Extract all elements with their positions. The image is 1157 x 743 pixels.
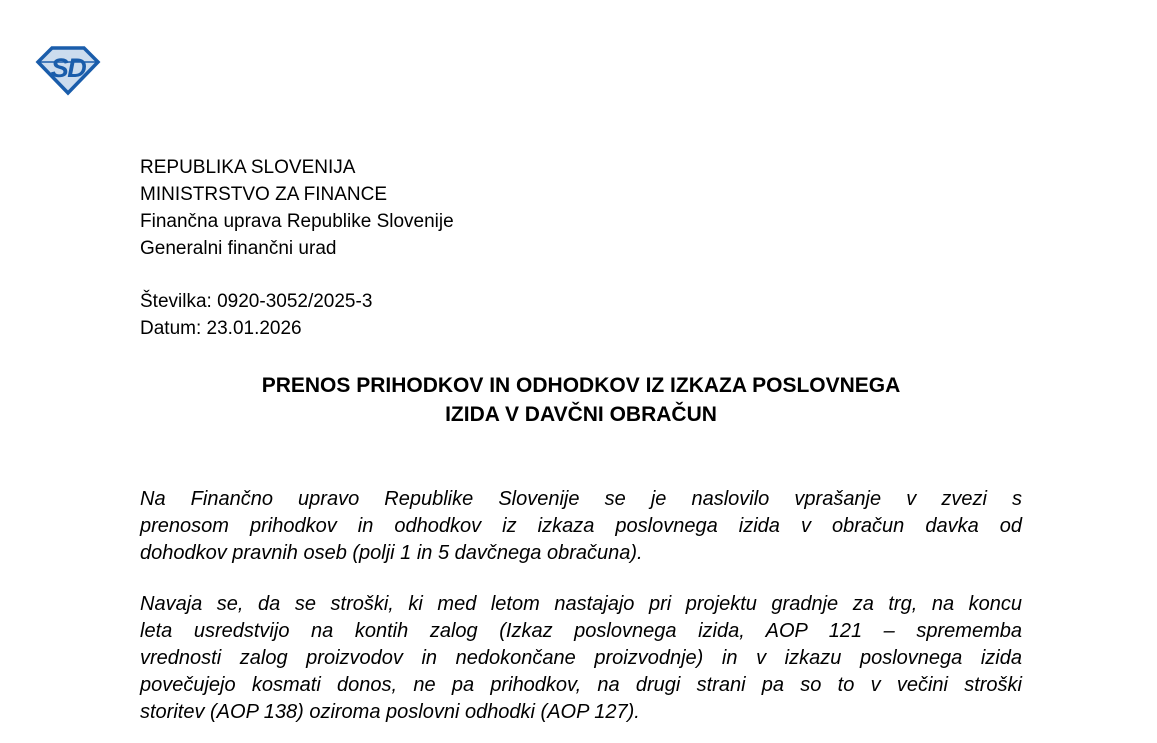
paragraph-2-line-1: Navaja se, da se stroški, ki med letom nastajajo pri projektu gradnje za trg, na koncu	[140, 593, 1022, 615]
paragraph-2-line-2: leta usredstvijo na kontih zalog (Izkaz poslovnega izida, AOP 121 – sprememba	[140, 620, 1022, 642]
reference-date-value: 23.01.2026	[206, 318, 302, 339]
reference-number-value: 0920-3052/2025-3	[217, 291, 373, 312]
reference-number-label: Številka:	[140, 291, 212, 312]
paragraph-1-line-3: dohodkov pravnih oseb (polji 1 in 5 davčnega obračuna).	[140, 542, 643, 564]
paragraph-1-line-2: prenosom prihodkov in odhodkov iz izkaza poslovnega izida v obračun davka od	[140, 515, 1022, 537]
reference-date-line	[140, 315, 372, 342]
paragraph-2-line-5: storitev (AOP 138) oziroma poslovni odhodki (AOP 127).	[140, 701, 640, 723]
paragraph-2-line-4: povečujejo kosmati donos, ne pa prihodkov, na drugi strani pa so to v večini stroški	[140, 674, 1022, 696]
reference-block	[140, 288, 372, 342]
paragraph-1	[140, 486, 1022, 567]
letterhead-line-republic: REPUBLIKA SLOVENIJA	[140, 157, 356, 178]
document-title	[140, 371, 1022, 429]
paragraph-2-line-3: vrednosti zalog proizvodov in nedokončane proizvodnje) in v izkazu poslovnega izida	[140, 647, 1022, 669]
document-body	[140, 486, 1022, 726]
document-title-line-1: PRENOS PRIHODKOV IN ODHODKOV IZ IZKAZA POSLOVNEGA	[261, 374, 901, 397]
letterhead-line-financial-administration: Finančna uprava Republike Slovenije	[140, 211, 454, 232]
diamond-sd-logo	[35, 44, 101, 96]
reference-number-line	[140, 288, 372, 315]
letterhead	[140, 154, 454, 262]
letterhead-line-ministry: MINISTRSTVO ZA FINANCE	[140, 184, 388, 205]
reference-date-label: Datum:	[140, 318, 202, 339]
paragraph-1-line-1: Na Finančno upravo Republike Slovenije se je naslovilo vprašanje v zvezi s	[140, 488, 1022, 510]
paragraph-2	[140, 591, 1022, 726]
logo-letters: SD	[50, 53, 86, 83]
document-title-line-2: IZIDA V DAVČNI OBRAČUN	[445, 403, 717, 426]
letterhead-line-general-office: Generalni finančni urad	[140, 238, 337, 259]
